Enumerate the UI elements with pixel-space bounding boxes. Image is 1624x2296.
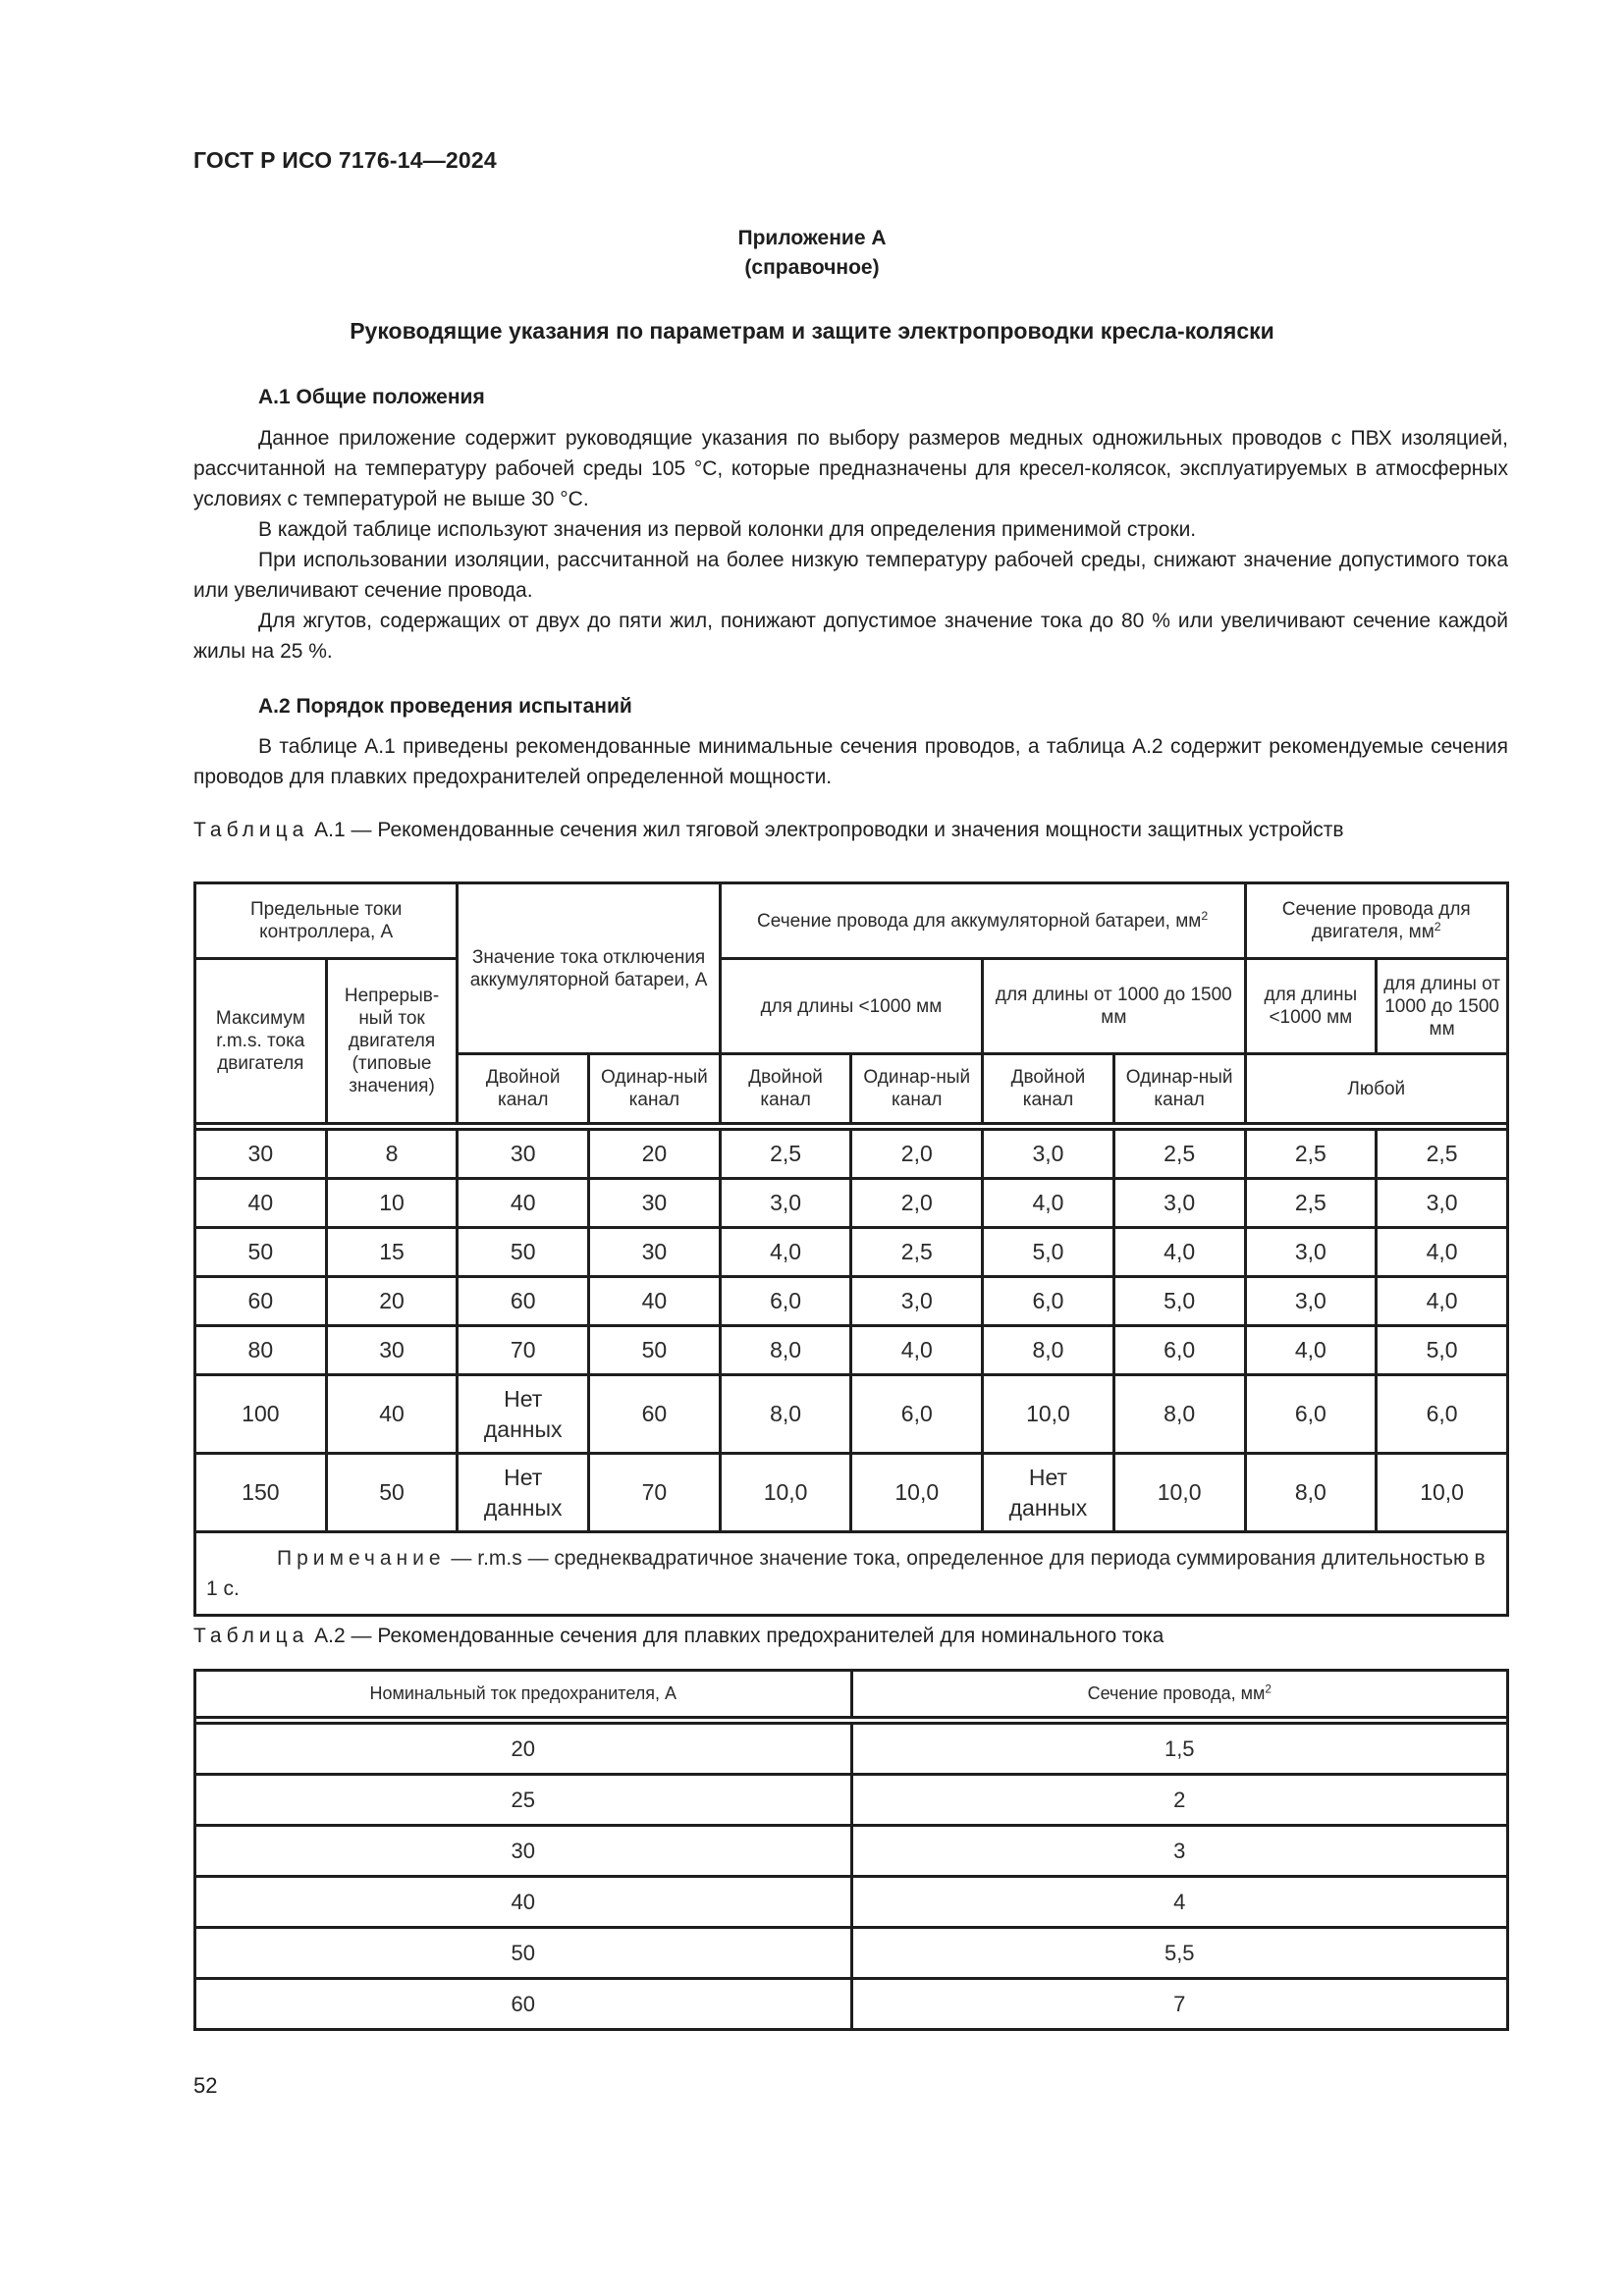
table-cell: 8,0 (720, 1375, 851, 1454)
header-row (195, 959, 1508, 1054)
table-a2 (193, 1669, 1509, 2031)
section-a2-heading: А.2 Порядок проведения испытаний (258, 695, 632, 718)
table-cell: 40 (589, 1277, 721, 1326)
table-cell: 50 (589, 1326, 721, 1375)
table-cell: 30 (326, 1326, 458, 1375)
table-row (195, 1130, 1508, 1179)
table-cell: 20 (589, 1130, 721, 1179)
table-a1 (193, 881, 1509, 1617)
table-cell: 60 (589, 1375, 721, 1454)
table-cell: 6,0 (1113, 1326, 1245, 1375)
table-cell: 8,0 (983, 1326, 1114, 1375)
table-cell: 30 (589, 1228, 721, 1277)
table-cell: 50 (195, 1928, 852, 1979)
table-cell: 10,0 (983, 1375, 1114, 1454)
table-row (195, 1277, 1508, 1326)
header-length-1000-1500: для длины от 1000 до 1500 мм (983, 959, 1245, 1054)
table-cell: 6,0 (1245, 1375, 1377, 1454)
table-row (195, 1928, 1508, 1979)
table-cell: 30 (195, 1130, 327, 1179)
section-a1-heading: А.1 Общие положения (258, 386, 485, 408)
header-single-channel: Одинар-ный канал (1113, 1054, 1245, 1124)
table-row (195, 1877, 1508, 1928)
header-rated-current: Номинальный ток предохранителя, А (195, 1671, 852, 1718)
table-cell: 4,0 (1113, 1228, 1245, 1277)
table-cell: 60 (195, 1277, 327, 1326)
caption-prefix: Таблица (193, 819, 309, 841)
table-cell: 2,5 (1377, 1130, 1508, 1179)
document-code: ГОСТ Р ИСО 7176-14—2024 (193, 147, 497, 173)
header-double-channel: Двойной канал (458, 1054, 589, 1124)
table-cell: 5,0 (1377, 1326, 1508, 1375)
table-cell: 50 (195, 1228, 327, 1277)
caption-text: А.1 — Рекомендованные сечения жил тяговой электропроводки и значения мощности защитных устройств (308, 819, 1344, 841)
table-cell: 8,0 (1113, 1375, 1245, 1454)
table-cell: Нет данных (983, 1454, 1114, 1532)
table-cell: 25 (195, 1775, 852, 1826)
table-cell: 2,0 (851, 1179, 983, 1228)
table-cell: 70 (458, 1326, 589, 1375)
caption-prefix: Таблица (193, 1625, 309, 1647)
table-cell: 60 (458, 1277, 589, 1326)
table-cell: 4 (851, 1877, 1508, 1928)
paragraph: Для жгутов, содержащих от двух до пяти жил, понижают допустимое значение тока до 80 % или увеличивают сечение каждой жилы на 25 %. (193, 610, 1508, 663)
table-row (195, 1228, 1508, 1277)
header-motor-length-1000-1500: для длины от 1000 до 1500 мм (1377, 959, 1508, 1054)
header-row (195, 1671, 1508, 1718)
table-cell: 100 (195, 1375, 327, 1454)
table-cell: 6,0 (720, 1277, 851, 1326)
table-cell: 40 (195, 1179, 327, 1228)
table-cell: 40 (195, 1877, 852, 1928)
table-cell: 80 (195, 1326, 327, 1375)
table-cell: 2,5 (1113, 1130, 1245, 1179)
table-cell: 6,0 (1377, 1375, 1508, 1454)
header-row (195, 883, 1508, 959)
table-cell: 2,5 (851, 1228, 983, 1277)
table-cell: 3,0 (851, 1277, 983, 1326)
table-cell: 4,0 (851, 1326, 983, 1375)
table-cell: 3,0 (983, 1130, 1114, 1179)
table-cell: 4,0 (720, 1228, 851, 1277)
table-row (195, 1375, 1508, 1454)
table-cell: 8,0 (720, 1326, 851, 1375)
table-cell: Нет данных (458, 1375, 589, 1454)
table-cell: 70 (589, 1454, 721, 1532)
header-battery-wire: Сечение провода для аккумуляторной батареи, $мм^2$ (720, 883, 1245, 959)
table-cell: 20 (326, 1277, 458, 1326)
table-cell: 4,0 (983, 1179, 1114, 1228)
table-cell: 150 (195, 1454, 327, 1532)
table-cell: 8,0 (1245, 1454, 1377, 1532)
table-cell: 4,0 (1245, 1326, 1377, 1375)
table-cell: 10,0 (851, 1454, 983, 1532)
header-controller-limits: Предельные токи контроллера, А (195, 883, 458, 959)
table-note-row (195, 1532, 1508, 1616)
table-row (195, 1826, 1508, 1877)
paragraph: В каждой таблице используют значения из первой колонки для определения применимой строки. (258, 518, 1197, 541)
table-cell: 10 (326, 1179, 458, 1228)
table-cell: 8 (326, 1130, 458, 1179)
table-cell: 10,0 (720, 1454, 851, 1532)
table-row (195, 1179, 1508, 1228)
header-single-channel: Одинар-ный канал (851, 1054, 983, 1124)
section-a1-body (193, 423, 1508, 667)
note-text: — r.m.s — среднеквадратичное значение тока, определенное для периода суммирования длительностью в 1 с. (206, 1547, 1486, 1600)
table-cell: 1,5 (851, 1724, 1508, 1775)
header-double-channel: Двойной канал (720, 1054, 851, 1124)
caption-text: А.2 — Рекомендованные сечения для плавких предохранителей для номинального тока (308, 1625, 1164, 1647)
appendix-type: (справочное) (744, 256, 880, 279)
table-row (195, 1775, 1508, 1826)
table-row (195, 1454, 1508, 1532)
table-cell: 5,0 (983, 1228, 1114, 1277)
table-cell: 15 (326, 1228, 458, 1277)
header-length-lt-1000: для длины <1000 мм (720, 959, 982, 1054)
table-a1-caption (193, 815, 1508, 845)
table-cell: 10,0 (1113, 1454, 1245, 1532)
table-cell: 5,0 (1113, 1277, 1245, 1326)
table-cell: Нет данных (458, 1454, 589, 1532)
table-cell: 3,0 (720, 1179, 851, 1228)
table-cell: 20 (195, 1724, 852, 1775)
table-cell: 4,0 (1377, 1277, 1508, 1326)
table-cell: 10,0 (1377, 1454, 1508, 1532)
table-cell: 2,5 (1245, 1130, 1377, 1179)
table-cell: 30 (458, 1130, 589, 1179)
header-battery-cutoff: Значение тока отключения аккумуляторной батареи, А (458, 883, 720, 1054)
table-cell: 5,5 (851, 1928, 1508, 1979)
table-cell: 6,0 (983, 1277, 1114, 1326)
header-wire-section: Сечение провода, $мм^2$ (851, 1671, 1508, 1718)
appendix-label: Приложение А (737, 227, 887, 249)
table-cell: 6,0 (851, 1375, 983, 1454)
table-cell: 2,5 (1245, 1179, 1377, 1228)
table-cell: 50 (458, 1228, 589, 1277)
paragraph: При использовании изоляции, рассчитанной на более низкую температуру рабочей среды, снижают значение допустимого тока или увеличивают сечение провода. (193, 549, 1508, 602)
header-max-rms: Максимум r.m.s. тока двигателя (195, 959, 327, 1124)
table-cell: 2 (851, 1775, 1508, 1826)
paragraph: Данное приложение содержит руководящие указания по выбору размеров медных одножильных проводов с ПВХ изоляцией, рассчитанной на температуру рабочей среды 105 °С, которые предназначены для кресел-колясок, эксплуатируемых в атмосферных условиях с температурой не выше 30 °С. (193, 427, 1508, 510)
header-double-channel: Двойной канал (983, 1054, 1114, 1124)
note-label: Примечание (277, 1547, 446, 1570)
table-cell: 30 (589, 1179, 721, 1228)
table-note (195, 1532, 1508, 1616)
table-cell: 3 (851, 1826, 1508, 1877)
table-cell: 7 (851, 1979, 1508, 2030)
table-cell: 3,0 (1113, 1179, 1245, 1228)
table-row (195, 1724, 1508, 1775)
table-cell: 30 (195, 1826, 852, 1877)
table-cell: 3,0 (1377, 1179, 1508, 1228)
table-cell: 2,0 (851, 1130, 983, 1179)
header-motor-length-lt-1000: для длины <1000 мм (1245, 959, 1377, 1054)
header-motor-wire: Сечение провода для двигателя, $мм^2$ (1245, 883, 1508, 959)
table-cell: 60 (195, 1979, 852, 2030)
header-continuous: Непрерыв-ный ток двигателя (типовые значения) (326, 959, 458, 1124)
table-cell: 3,0 (1245, 1228, 1377, 1277)
table-cell: 2,5 (720, 1130, 851, 1179)
table-a2-caption (193, 1621, 1508, 1651)
header-single-channel: Одинар-ный канал (589, 1054, 721, 1124)
table-row (195, 1326, 1508, 1375)
table-cell: 40 (458, 1179, 589, 1228)
table-cell: 3,0 (1245, 1277, 1377, 1326)
appendix-title: Руководящие указания по параметрам и защите электропроводки кресла-коляски (350, 318, 1274, 344)
table-cell: 40 (326, 1375, 458, 1454)
section-a2-body (193, 731, 1508, 792)
paragraph: В таблице А.1 приведены рекомендованные минимальные сечения проводов, а таблица А.2 содержит рекомендуемые сечения проводов для плавких предохранителей определенной мощности. (193, 735, 1508, 788)
page-number: 52 (193, 2073, 218, 2098)
table-row (195, 1979, 1508, 2030)
table-cell: 50 (326, 1454, 458, 1532)
header-any: Любой (1245, 1054, 1508, 1124)
table-cell: 4,0 (1377, 1228, 1508, 1277)
